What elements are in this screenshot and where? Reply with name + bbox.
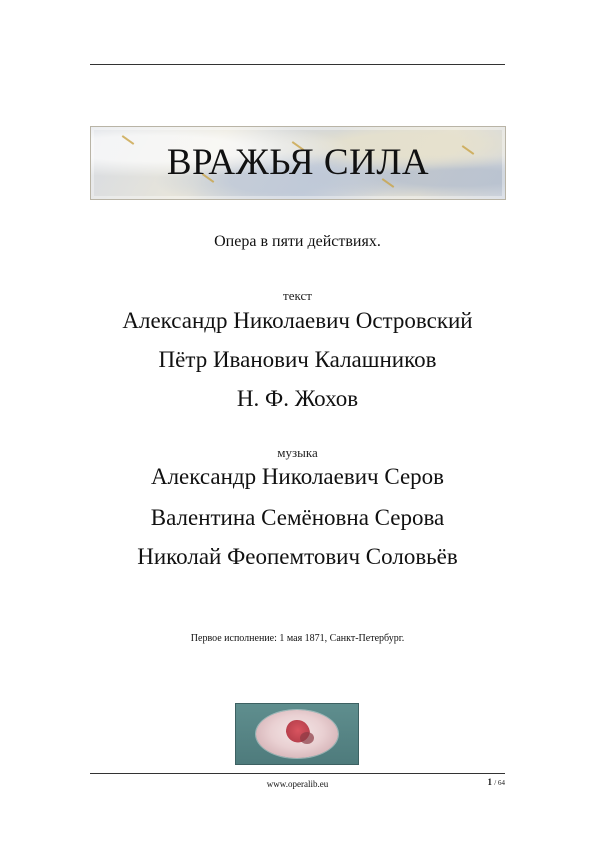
librettist-name: Н. Ф. Жохов	[236, 386, 359, 411]
librettist-name: Пётр Иванович Калашников	[158, 347, 437, 372]
composer-name: Валентина Семёновна Серова	[150, 505, 445, 530]
oval-painting	[256, 710, 338, 758]
painting-figure	[300, 732, 314, 744]
librettist-name: Александр Николаевич Островский	[122, 308, 473, 333]
page-title: ВРАЖЬЯ СИЛА	[166, 142, 430, 183]
composer-name: Николай Феопемтович Соловьёв	[137, 544, 458, 569]
footer-url[interactable]: www.operalib.eu	[266, 779, 329, 789]
current-page: 1	[487, 777, 493, 787]
title-banner	[90, 126, 506, 200]
top-rule	[90, 64, 505, 65]
page-number	[488, 777, 505, 787]
bottom-rule	[90, 773, 505, 774]
premiere-info: Первое исполнение: 1 мая 1871, Санкт-Петербург.	[190, 633, 405, 644]
total-pages: / 64	[494, 779, 505, 787]
text-label: текст	[283, 288, 312, 303]
subtitle: Опера в пяти действиях.	[214, 233, 381, 250]
cover-illustration	[235, 703, 359, 765]
music-label: музыка	[277, 445, 318, 460]
composer-name: Александр Николаевич Серов	[150, 464, 445, 489]
